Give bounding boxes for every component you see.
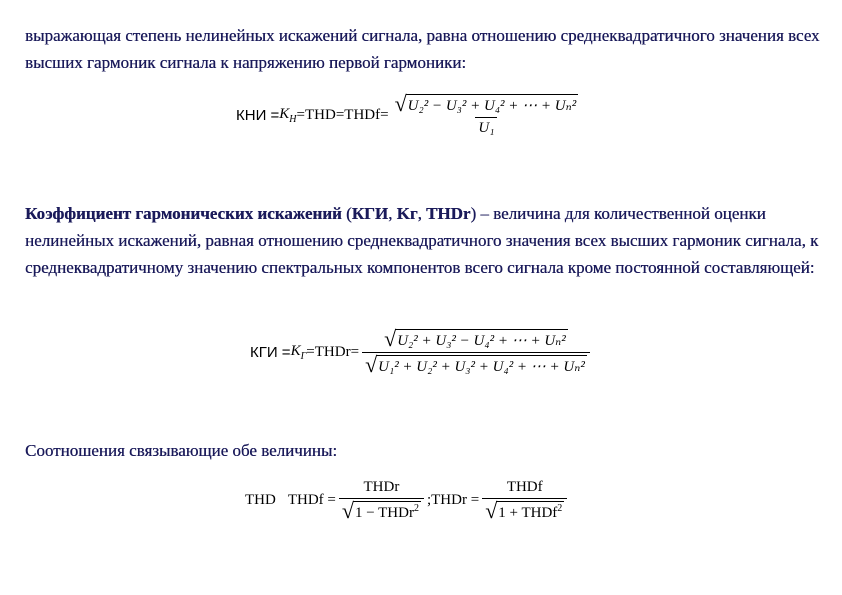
abbr-kg: Kг — [396, 204, 418, 223]
formula3-separator: ; — [426, 491, 432, 508]
sqrt-icon: √ — [485, 497, 498, 523]
paragraph1-text: выражающая степень нелинейных искажений сигнала, равна отношению среднеквадратичного значения всех высших гармоник сигнала к напряжению первой гармоники: — [25, 26, 820, 72]
formula3-c-denominator: √ 1 + THDf$^2$ — [482, 498, 567, 522]
formula2-numerator: √ U₂² + U₃² − U₄² + ⋯ + Uₙ² — [384, 326, 566, 351]
formula1-eq3: = — [380, 106, 389, 123]
formula1-eq1: = — [296, 106, 305, 123]
sqrt-icon: √ — [394, 90, 407, 116]
formula3-b-numerator: THDr — [363, 478, 400, 495]
formula2-eq2: = — [350, 344, 360, 360]
formula1-denominator: U₁ — [475, 117, 497, 137]
sqrt-icon: √ — [384, 326, 397, 351]
formula3-c-fraction — [482, 479, 567, 522]
formula3-b-denominator: √ 1 − THDr$^2$ — [339, 498, 424, 522]
formula1-eq2: = — [335, 106, 345, 123]
formula-thdr — [250, 325, 593, 380]
paragraph-harmonic-distortion-def — [25, 200, 820, 281]
comma-2: , — [417, 204, 427, 223]
formula-relations — [245, 475, 570, 525]
formula1-thd: THD — [305, 106, 336, 123]
formula1-thdf: THDf — [344, 106, 381, 123]
paragraph-nonlinear-distortion-def — [25, 22, 820, 76]
sqrt-icon: √ — [341, 497, 354, 523]
formula2-thdr: THDr — [314, 344, 351, 360]
formula1-lhs: КНИ = — [236, 106, 280, 124]
sqrt-icon: √ — [365, 352, 378, 377]
formula1-k: $K_H$ — [279, 105, 297, 125]
formula2-eq1: = — [306, 344, 315, 360]
formula3-c-numerator: THDf — [506, 478, 543, 495]
paragraph3-text: Соотношения связывающие обе величины: — [25, 441, 338, 460]
paragraph2-rest: ) – величина для количественной оценки нелинейных искажений, равная отношению среднеквадратичного значения всех высших гармоник сигнала, к среднеквадратичному значению спектральных компонентов всего сигнала кроме постоянной составляющей: — [25, 204, 819, 277]
formula3-b-lhs: THDf = — [287, 491, 336, 508]
term-harmonic-distortion-coefficient: Коэффициент гармонических искажений — [25, 204, 342, 223]
formula2-fraction — [362, 326, 590, 377]
formula2-denominator: √ U₁² + U₂² + U₃² + U₄² + ⋯ + Uₙ² — [362, 352, 590, 376]
formula3-thd: THD — [245, 491, 276, 508]
formula-thd — [236, 90, 584, 136]
abbr-thdr: THDr — [426, 204, 471, 223]
formula1-fraction — [392, 90, 582, 137]
formula2-k: $K_Г$ — [290, 343, 307, 362]
formula2-lhs: КГИ = — [250, 344, 291, 361]
paragraph-relations-heading — [25, 437, 820, 464]
formula1-numerator: √ U₂² − U₃² + U₄² + ⋯ + Uₙ² — [394, 90, 577, 116]
comma-1: , — [388, 204, 397, 223]
formula3-b-fraction — [339, 479, 424, 522]
abbr-kgi: КГИ — [351, 204, 389, 223]
formula3-c-lhs: THDr = — [431, 491, 480, 508]
paren-open: ( — [341, 204, 352, 223]
